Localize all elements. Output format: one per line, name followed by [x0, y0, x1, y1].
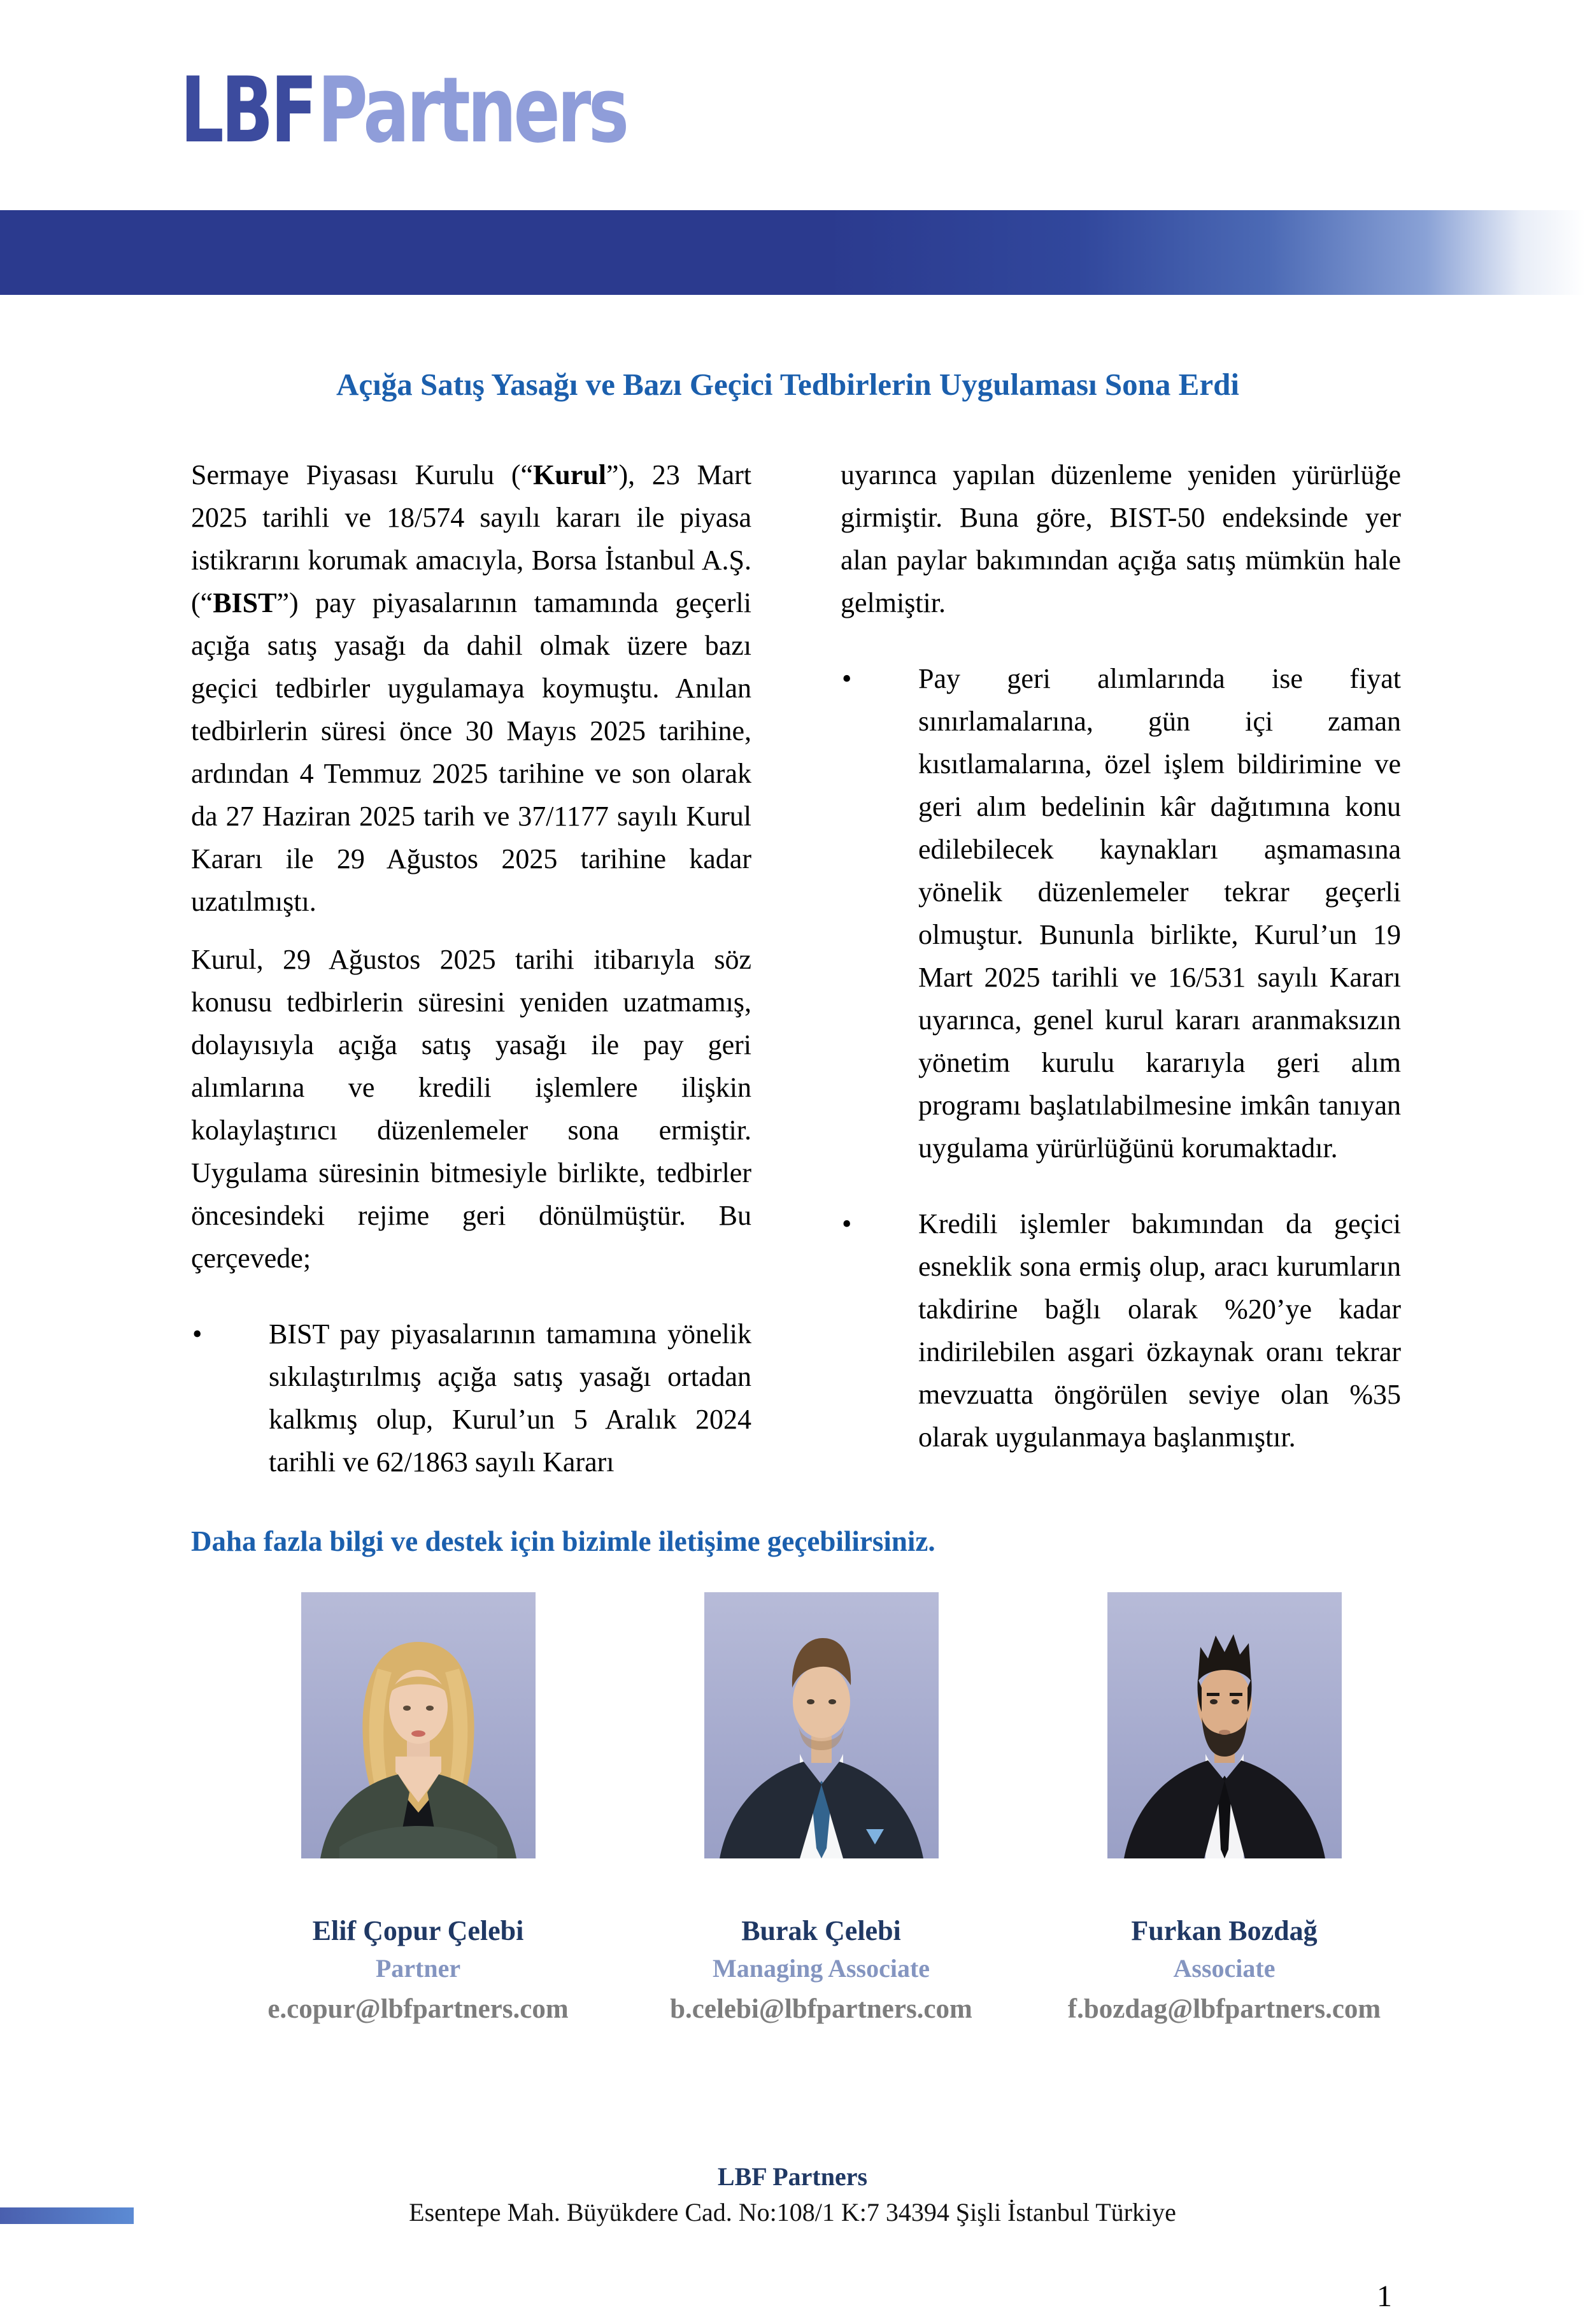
- paragraph-decision: Kurul, 29 Ağustos 2025 tarihi itibarıyla söz konusu tedbirlerin süresini yeniden uzatmamış, dolayısıyla açığa satış yasağı ile pay geri alımlarına ve kredili işlemlere ilişkin kolaylaştırıcı düzenlemeler sona ermiştir. Uygulama süresinin bitmesiyle birlikte, tedbirler öncesindeki rejime geri dönülmüştür. Bu çerçevede;: [191, 944, 751, 1274]
- lbf-partners-logo: [180, 58, 627, 163]
- portrait-photo-elif: [301, 1592, 536, 1858]
- page-title: Açığa Satış Yasağı ve Bazı Geçici Tedbirlerin Uygulaması Sona Erdi: [336, 367, 1239, 402]
- bullet-icon: •: [842, 663, 852, 694]
- bullet-text: Pay geri alımlarında ise fiyat sınırlamalarına, gün içi zaman kısıtlamalarına, özel işlem bildirimine ve geri alım bedelinin kâr dağıtımına konu edilebilecek kaynakları aşmamasına yönelik düzenlemeler tekrar geçerli olmuştur. Bununla birlikte, Kurul’un 19 Mart 2025 tarihli ve 16/531 sayılı Kararı uyarınca, genel kurul kararı aranmaksızın yönetim kurulu kararıyla geri alım programı başlatılabilmesine imkân tanıyan uygulama yürürlüğünü korumaktadır.: [918, 663, 1401, 1164]
- contact-lead-text: Daha fazla bilgi ve destek için bizimle iletişime geçebilirsiniz.: [191, 1525, 935, 1557]
- portrait-photo-burak: [704, 1592, 939, 1858]
- article-body: [191, 453, 1401, 1483]
- contact-title: Associate: [1173, 1954, 1276, 1983]
- left-column: [191, 453, 751, 1483]
- footer: [0, 2162, 1585, 2227]
- bullet-text: Kredili işlemler bakımından da geçici esneklik sona ermiş olup, aracı kurumların takdirine bağlı olarak %20’ye kadar indirilebilen asgari özkaynak oranı tekrar mevzuatta öngörülen seviye olan %35 olarak uygulanmaya başlanmıştır.: [918, 1208, 1401, 1453]
- bullet-icon: •: [842, 1208, 852, 1239]
- portrait-photo-furkan: [1107, 1592, 1342, 1858]
- contact-email: f.bozdag@lbfpartners.com: [1067, 1994, 1381, 2024]
- footer-address: Esentepe Mah. Büyükdere Cad. No:108/1 K:7 34394 Şişli İstanbul Türkiye: [409, 2198, 1176, 2227]
- contact-name: Elif Çopur Çelebi: [312, 1915, 524, 1946]
- contact-email: e.copur@lbfpartners.com: [267, 1994, 569, 2024]
- header-accent-band: [0, 210, 1585, 295]
- paragraph-intro: Sermaye Piyasası Kurulu (“Kurul”), 23 Mart 2025 tarihli ve 18/574 sayılı kararı ile piyasa istikrarını korumak amacıyla, Borsa İstanbul A.Ş. (“BIST”) pay piyasalarının tamamında geçerli açığa satış yasağı da dahil olmak üzere bazı geçici tedbirler uygulamaya koymuştu. Anılan tedbirlerin süresi önce 30 Mayıs 2025 tarihine, ardından 4 Temmuz 2025 tarihine ve son olarak da 27 Haziran 2025 tarih ve 37/1177 sayılı Kurul Kararı ile 29 Ağustos 2025 tarihine kadar uzatılmıştı.: [191, 459, 751, 917]
- bullet-item-margin-trading: [841, 1202, 1401, 1458]
- footer-accent-bar: [0, 2207, 134, 2224]
- footer-company-name: LBF Partners: [717, 2162, 868, 2191]
- logo-partners-text: Partners: [317, 58, 627, 163]
- contact-card: [620, 1592, 1023, 2026]
- page-number: 1: [1377, 2279, 1392, 2313]
- contact-title: Partner: [375, 1954, 461, 1983]
- bullet-item-short-selling: [191, 1313, 751, 1483]
- contact-title: Managing Associate: [712, 1954, 930, 1983]
- contact-card: [1023, 1592, 1426, 2026]
- right-column: [841, 453, 1401, 1483]
- bullet-item-buybacks: [841, 657, 1401, 1169]
- bullet-icon: •: [192, 1318, 203, 1350]
- bullet-text: BIST pay piyasalarının tamamına yönelik sıkılaştırılmış açığa satış yasağı ortadan kalkmış olup, Kurul’un 5 Aralık 2024 tarihli ve 62/1863 sayılı Kararı: [269, 1318, 751, 1478]
- contact-email: b.celebi@lbfpartners.com: [670, 1994, 972, 2024]
- contacts-row: [217, 1592, 1426, 2026]
- logo-lbf-text: LBF: [180, 58, 315, 163]
- contact-name: Burak Çelebi: [741, 1915, 901, 1946]
- contact-card: [217, 1592, 620, 2026]
- paragraph-continuation: uyarınca yapılan düzenleme yeniden yürürlüğe girmiştir. Buna göre, BIST-50 endeksinde yer alan paylar bakımından açığa satış mümkün hale gelmiştir.: [841, 459, 1401, 618]
- contact-name: Furkan Bozdağ: [1131, 1915, 1318, 1946]
